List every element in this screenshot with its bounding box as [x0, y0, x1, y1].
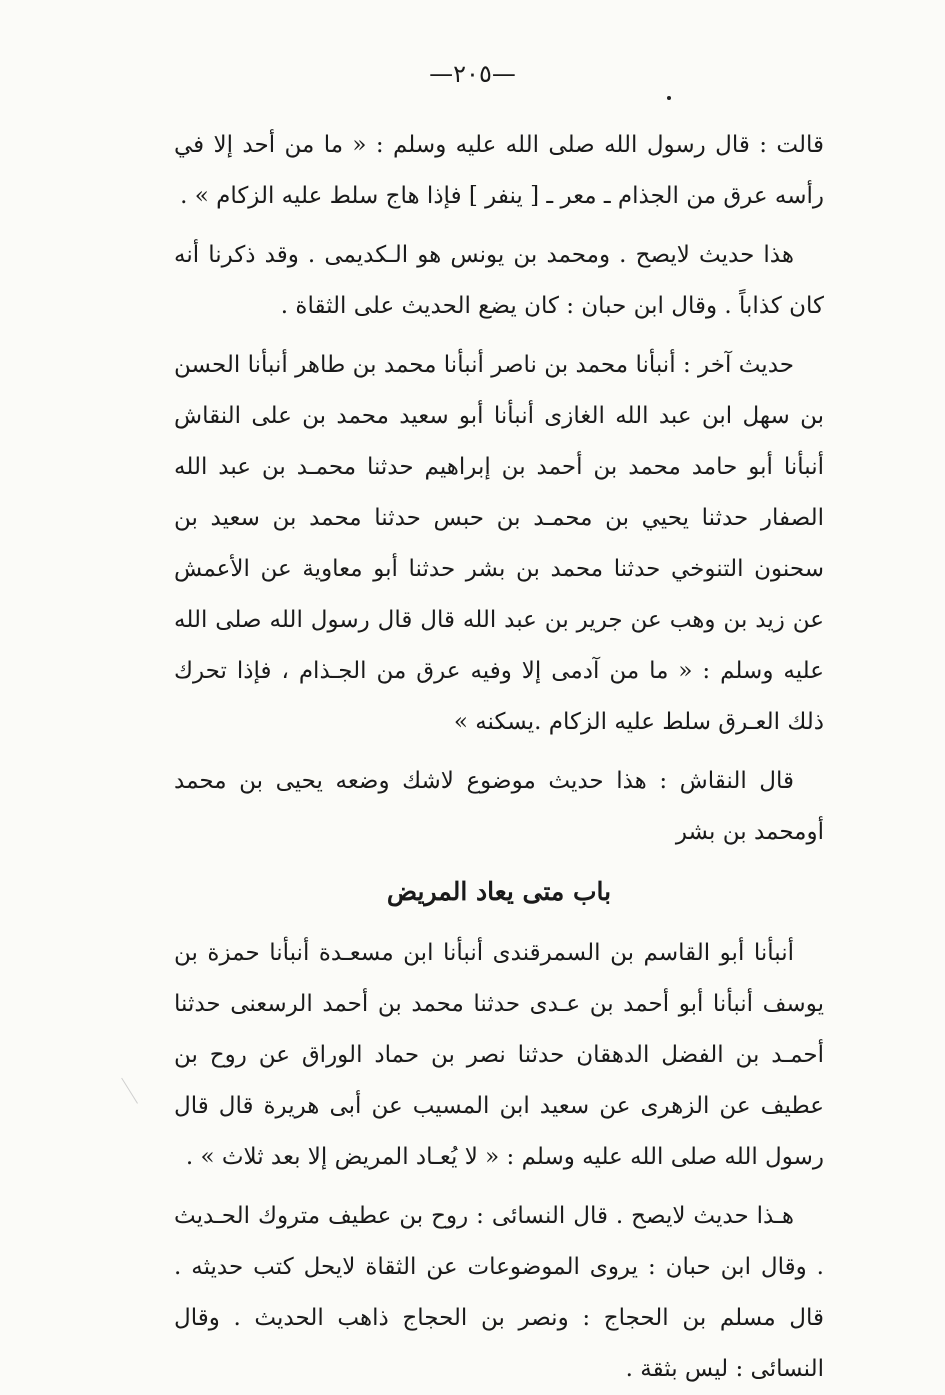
- page-body: [174, 120, 824, 1395]
- ink-dot: [667, 96, 671, 100]
- page-number: —٢٠٥—: [429, 60, 516, 88]
- paragraph-hadith-quote: قالت : قال رسول الله صلى الله عليه وسلم : « ما من أحد إلا في رأسه عرق من الجذام ـ معر ـ [ ينفر ] فإذا هاج سلط عليه الزكام » .: [174, 132, 824, 209]
- paragraph-grading: هـذا حديث لايصح . قال النسائى : روح بن عطيف متروك الحـديث . وقال ابن حبان : يروى الموضوعات عن الثقاة لايحل كتب حديثه . قال مسلم بن الحجاج : ونصر بن الحجاج ذاهب الحديث . وقال النسائى : ليس بثقة .: [174, 1203, 824, 1382]
- paragraph-chain-of-narration: حديث آخر : أنبأنا محمد بن ناصر أنبأنا محمد بن طاهر أنبأنا الحسن بن سهل ابن عبد الله الغازى أنبأنا أبو سعيد محمد بن على النقاش أنبأنا أبو حامد محمد بن أحمد بن إبراهيم حدثنا محمـد بن عبد الله الصفار حدثنا يحيي بن محمـد بن حبس حدثنا محمد بن سعيد بن سحنون التنوخي حدثنا محمد بن بشر حدثنا أبو معاوية عن الأعمش عن زيد بن وهب عن جرير بن عبد الله قال قال رسول الله صلى الله عليه وسلم : « ما من آدمى إلا وفيه عرق من الجـذام ، فإذا تحرك ذلك العـرق سلط عليه الزكام .يسكنه »: [174, 352, 824, 735]
- paragraph-commentary: هذا حديث لايصح . ومحمد بن يونس هو الـكديمى . وقد ذكرنا أنه كان كذاباً . وقال ابن حبان : كان يضع الحديث على الثقاة .: [174, 242, 824, 319]
- margin-mark: [121, 1070, 150, 1103]
- section-heading: باب متى يعاد المريض: [386, 877, 612, 906]
- paragraph-naqqash-remark: قال النقاش : هذا حديث موضوع لاشك وضعه يحيى بن محمد أومحمد بن بشر: [174, 768, 824, 845]
- paragraph-visiting-sick-hadith: أنبأنا أبو القاسم بن السمرقندى أنبأنا ابن مسعـدة أنبأنا حمزة بن يوسف أنبأنا أبو أحمد بن عـدى حدثنا محمد بن أحمد الرسعنى حدثنا أحمـد بن الفضل الدهقان حدثنا نصر بن حماد الوراق عن روح بن عطيف عن الزهرى عن سعيد ابن المسيب عن أبى هريرة قال قال رسول الله صلى الله عليه وسلم : « لا يُعـاد المريض إلا بعد ثلاث » .: [174, 940, 824, 1170]
